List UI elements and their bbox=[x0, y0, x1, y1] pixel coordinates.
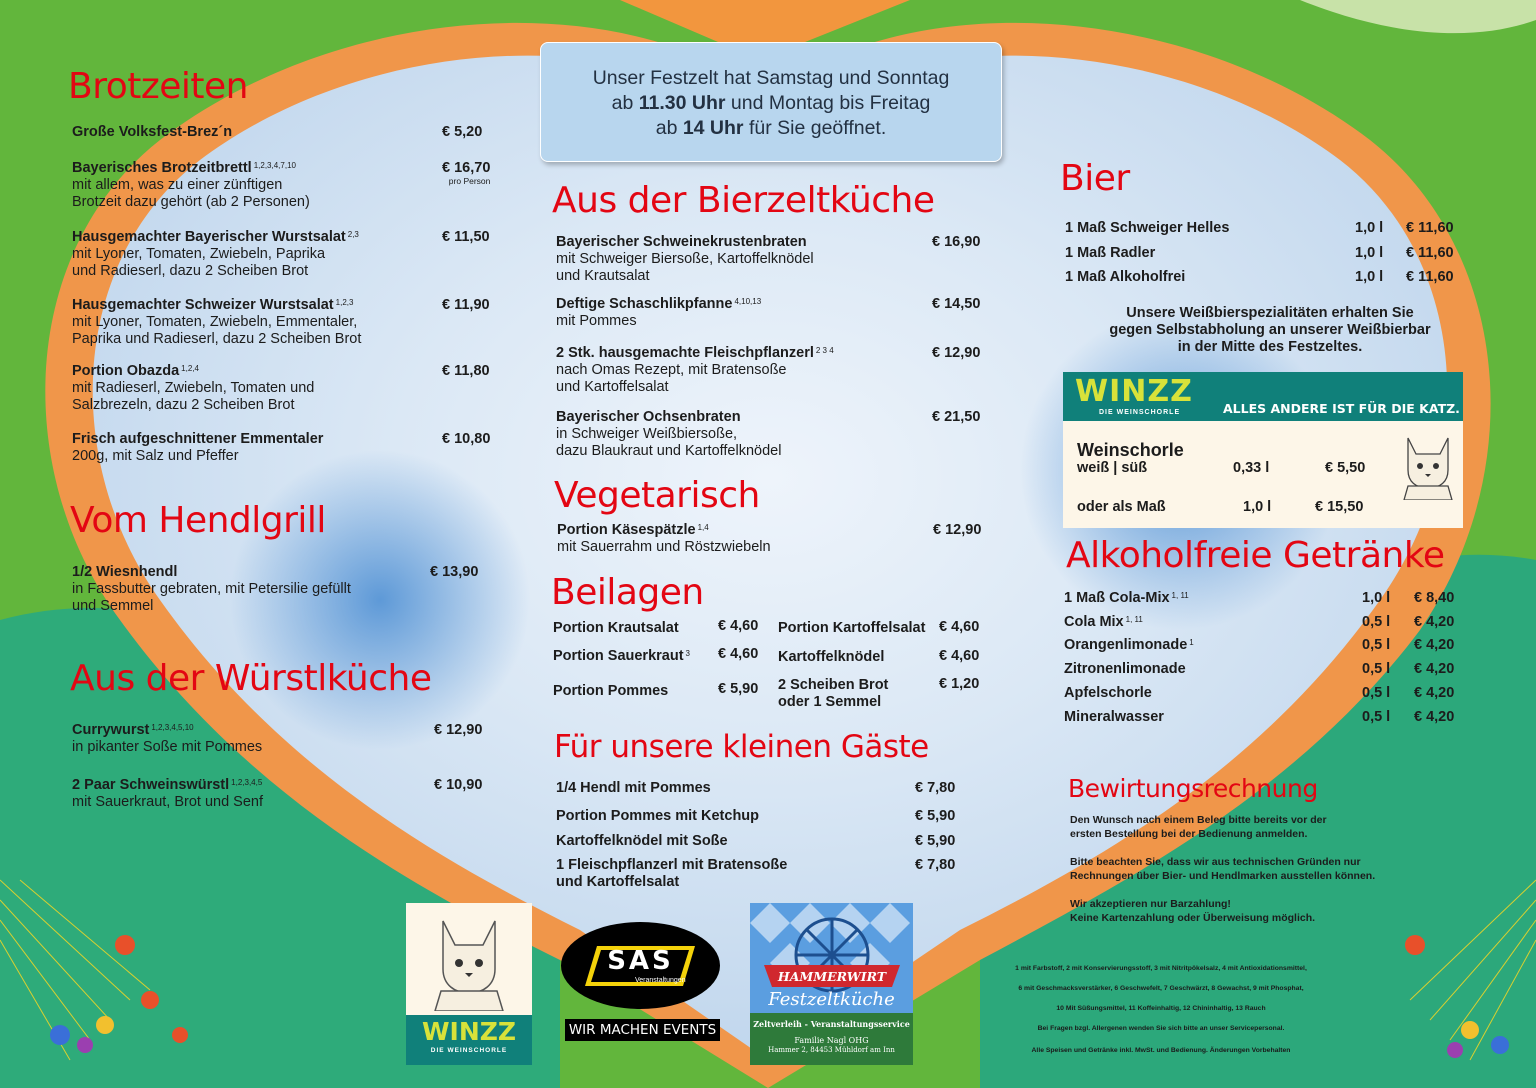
opening-hours-box bbox=[540, 42, 1002, 162]
beilage-item bbox=[553, 648, 690, 665]
bier-item-volume: 1,0 l bbox=[1355, 245, 1384, 261]
item-price-value: € 11,50 bbox=[442, 229, 490, 245]
sas-slogan: WIR MACHEN EVENTS bbox=[565, 1019, 720, 1041]
item-description: in Fassbutter gebraten, mit Petersilie gefüllt bbox=[72, 581, 351, 597]
menu-item bbox=[72, 297, 512, 348]
drink-price: € 4,20 bbox=[1414, 661, 1455, 677]
item-name: Portion Pommes bbox=[553, 683, 669, 699]
winzz-logo-card bbox=[406, 903, 532, 1065]
rechnung-line: Rechnungen über Bier- und Hendlmarken ausstellen können. bbox=[1070, 870, 1376, 882]
drink-item bbox=[1064, 661, 1186, 678]
rechnung-line: Keine Kartenzahlung oder Überweisung möglich. bbox=[1070, 912, 1316, 924]
drink-item bbox=[1064, 637, 1194, 654]
footnote-line: Alle Speisen und Getränke inkl. MwSt. und Bedienung. Änderungen Vorbehalten bbox=[1031, 1047, 1291, 1054]
item-price: € 4,60 bbox=[718, 618, 759, 634]
drink-item bbox=[1064, 590, 1189, 607]
item-allergens: 1,2,3,4,5,10 bbox=[151, 723, 194, 732]
item-name: 1/4 Hendl mit Pommes bbox=[556, 780, 711, 796]
footnote-line: 1 mit Farbstoff, 2 mit Konservierungsstoff, 3 mit Nitritpökelsalz, 4 mit Antioxidationsmittel, bbox=[1015, 965, 1307, 972]
weissbier-note-line: gegen Selbstabholung an unserer Weißbierbar bbox=[1109, 322, 1431, 338]
item-description: mit Radieserl, Zwiebeln, Tomaten und bbox=[72, 380, 315, 396]
item-allergens: 1,4 bbox=[697, 523, 709, 532]
item-price-value: € 5,20 bbox=[442, 124, 483, 140]
item-name: 2 Stk. hausgemachte Fleischpflanzerl bbox=[556, 345, 814, 361]
item-description: und Krautsalat bbox=[556, 268, 650, 284]
item-price bbox=[434, 777, 482, 794]
footnote-line: 6 mit Geschmacksverstärker, 6 Geschwefelt, 7 Geschwärzt, 8 Gewachst, 9 mit Phosphat, bbox=[1018, 985, 1304, 992]
drink-item bbox=[1064, 709, 1164, 726]
hammerwirt-line: Hammer 2, 84453 Mühldorf am Inn bbox=[768, 1046, 895, 1054]
menu-item bbox=[556, 234, 986, 285]
item-name: Apfelschorle bbox=[1064, 685, 1152, 701]
item-name: 2 Paar Schweinswürstl bbox=[72, 777, 230, 793]
item-allergens: 1, 11 bbox=[1125, 615, 1143, 624]
hammerwirt-line: Zeltverleih - Veranstaltungsservice bbox=[753, 1019, 910, 1029]
drink-volume: 0,5 l bbox=[1362, 709, 1391, 725]
rechnung-heading: Bewirtungsrechnung bbox=[1068, 774, 1318, 803]
drink-item bbox=[1064, 614, 1143, 631]
item-description: mit Pommes bbox=[556, 313, 637, 329]
drink-volume: 0,5 l bbox=[1362, 637, 1391, 653]
item-allergens: 2,3 bbox=[347, 230, 359, 239]
item-name: 2 Scheiben Brot bbox=[778, 677, 889, 693]
item-description: in pikanter Soße mit Pommes bbox=[72, 739, 263, 755]
opening-line-2: ab 11.30 Uhr und Montag bis Freitag bbox=[611, 92, 931, 114]
item-price: € 4,60 bbox=[939, 619, 980, 635]
item-name: Zitronenlimonade bbox=[1064, 661, 1186, 677]
menu-item bbox=[72, 124, 512, 141]
item-allergens: 3 bbox=[685, 649, 690, 658]
item-allergens: 4,10,13 bbox=[734, 297, 762, 306]
item-allergens: 1,2,3 bbox=[335, 298, 354, 307]
item-allergens: 1, 11 bbox=[1171, 591, 1189, 600]
drink-price: € 4,20 bbox=[1414, 614, 1455, 630]
hammerwirt-script: Festzeltküche bbox=[768, 989, 895, 1010]
item-name: Portion Pommes mit Ketchup bbox=[556, 808, 760, 824]
winzz-logo-sub: DIE WEINSCHORLE bbox=[430, 1047, 508, 1054]
item-name: Hausgemachter Bayerischer Wurstsalat bbox=[72, 229, 346, 245]
item-description: mit Sauerkraut, Brot und Senf bbox=[72, 794, 264, 810]
item-price-value: € 16,90 bbox=[932, 234, 981, 250]
menu-item bbox=[556, 409, 986, 460]
item-price: € 4,60 bbox=[939, 648, 980, 664]
item-name: Kartoffelknödel mit Soße bbox=[556, 833, 728, 849]
item-price bbox=[442, 431, 490, 448]
menu-item bbox=[557, 522, 987, 556]
winzz-price-mass: € 15,50 bbox=[1315, 499, 1364, 515]
item-price-value: € 10,90 bbox=[434, 777, 483, 793]
item-price-value: € 12,90 bbox=[932, 345, 981, 361]
rechnung-text bbox=[1070, 813, 1375, 925]
item-price: € 7,80 bbox=[915, 780, 956, 796]
item-price-value: € 13,90 bbox=[430, 564, 479, 580]
item-price bbox=[430, 564, 478, 581]
kinder-item bbox=[556, 833, 728, 850]
cat-illustration-icon bbox=[429, 911, 509, 1011]
item-name: Kartoffelknödel bbox=[778, 649, 885, 665]
item-name: Hausgemachter Schweizer Wurstsalat bbox=[72, 297, 334, 313]
item-description: Paprika und Radieserl, dazu 2 Scheiben Brot bbox=[72, 331, 362, 347]
footnote-line: Bei Fragen bzgl. Allergenen wenden Sie sich bitte an unser Servicepersonal. bbox=[1037, 1025, 1285, 1032]
winzz-logo-text: WINZZ bbox=[421, 1017, 517, 1046]
item-price-value: € 16,70 bbox=[442, 160, 491, 176]
item-price bbox=[442, 363, 490, 380]
kinder-item bbox=[556, 808, 759, 825]
item-name: Cola Mix bbox=[1064, 614, 1124, 630]
item-name: Mineralwasser bbox=[1064, 709, 1164, 725]
hammerwirt-logo bbox=[750, 903, 913, 1065]
rechnung-line: Bitte beachten Sie, dass wir aus technischen Gründen nur bbox=[1070, 856, 1361, 868]
alkoholfrei-heading: Alkoholfreie Getränke bbox=[1066, 535, 1445, 576]
item-price: € 1,20 bbox=[939, 676, 980, 692]
winzz-vol-mass: 1,0 l bbox=[1243, 499, 1272, 515]
bierzeltkueche-heading: Aus der Bierzeltküche bbox=[552, 180, 935, 221]
item-price bbox=[434, 722, 482, 739]
drink-price: € 4,20 bbox=[1414, 709, 1455, 725]
item-price: € 7,80 bbox=[915, 857, 956, 873]
item-description: in Schweiger Weißbiersoße, bbox=[556, 426, 738, 442]
hendlgrill-heading: Vom Hendlgrill bbox=[70, 500, 326, 541]
winzz-price-small: € 5,50 bbox=[1325, 460, 1366, 476]
bier-heading: Bier bbox=[1060, 158, 1130, 199]
item-price-value: € 12,90 bbox=[933, 522, 982, 538]
menu-item bbox=[72, 431, 512, 465]
item-price bbox=[932, 409, 980, 426]
item-price bbox=[933, 522, 981, 539]
sas-logo-sub: Veranstaltungen bbox=[635, 977, 686, 984]
rechnung-line: Wir akzeptieren nur Barzahlung! bbox=[1070, 898, 1231, 910]
item-allergens: 1,2,3,4,7,10 bbox=[253, 161, 296, 170]
item-price-value: € 21,50 bbox=[932, 409, 981, 425]
item-price-value: € 11,90 bbox=[442, 297, 490, 313]
item-price: € 5,90 bbox=[915, 808, 956, 824]
drink-volume: 1,0 l bbox=[1362, 590, 1391, 606]
beilage-item bbox=[778, 677, 888, 711]
item-price-value: € 12,90 bbox=[434, 722, 483, 738]
item-description: mit Sauerrahm und Röstzwiebeln bbox=[557, 539, 771, 555]
item-name: Große Volksfest-Brez´n bbox=[72, 124, 233, 140]
bier-item-name: 1 Maß Alkoholfrei bbox=[1065, 269, 1186, 285]
menu-item bbox=[72, 564, 502, 615]
item-price: € 5,90 bbox=[915, 833, 956, 849]
menu-item bbox=[72, 722, 502, 756]
item-price-value: € 10,80 bbox=[442, 431, 491, 447]
item-name: Portion Kartoffelsalat bbox=[778, 620, 926, 636]
winzz-alt: oder als Maß bbox=[1077, 499, 1166, 515]
winzz-variant: weiß | süß bbox=[1077, 460, 1148, 476]
drink-price: € 8,40 bbox=[1414, 590, 1455, 606]
beilage-item bbox=[778, 620, 925, 637]
item-description: 200g, mit Salz und Pfeffer bbox=[72, 448, 239, 464]
item-price bbox=[932, 345, 980, 362]
sas-logo bbox=[561, 922, 720, 1009]
drink-volume: 0,5 l bbox=[1362, 685, 1391, 701]
item-allergens: 1,2,3,4,5 bbox=[231, 778, 263, 787]
menu-item bbox=[72, 160, 512, 211]
winzz-banner-logo: WINZZ bbox=[1075, 374, 1193, 409]
item-allergens: 1,2,4 bbox=[181, 364, 199, 373]
wuerstlkueche-heading: Aus der Würstlküche bbox=[70, 658, 432, 699]
beilage-item bbox=[778, 649, 884, 666]
item-description: und Kartoffelsalat bbox=[556, 379, 669, 395]
item-name: Portion Sauerkraut bbox=[553, 648, 684, 664]
beilagen-heading: Beilagen bbox=[551, 572, 704, 613]
item-allergens: 2 3 4 bbox=[815, 346, 834, 355]
winzz-banner bbox=[1063, 372, 1463, 528]
item-name: Frisch aufgeschnittener Emmentaler bbox=[72, 431, 324, 447]
footnote-line: 10 Mit Süßungsmittel, 11 Koffeinhaltig, 12 Chininhaltig, 13 Rauch bbox=[1056, 1005, 1266, 1012]
menu-item bbox=[556, 345, 986, 396]
beilage-item bbox=[553, 620, 679, 637]
opening-line-1: Unser Festzelt hat Samstag und Sonntag bbox=[592, 67, 950, 89]
item-name: Currywurst bbox=[72, 722, 150, 738]
weissbier-note bbox=[1070, 305, 1470, 356]
item-price-value: € 11,80 bbox=[442, 363, 490, 379]
hammerwirt-line: Familie Nagl OHG bbox=[794, 1036, 869, 1045]
item-description: nach Omas Rezept, mit Bratensoße bbox=[556, 362, 787, 378]
menu-item bbox=[72, 229, 512, 280]
kinder-heading: Für unsere kleinen Gäste bbox=[554, 729, 929, 765]
kinder-item bbox=[556, 780, 711, 797]
item-name: Bayerisches Brotzeitbrettl bbox=[72, 160, 252, 176]
kinder-item bbox=[556, 857, 787, 891]
drink-volume: 0,5 l bbox=[1362, 661, 1391, 677]
weissbier-note-line: in der Mitte des Festzeltes. bbox=[1177, 339, 1363, 355]
item-name: Portion Käsespätzle bbox=[557, 522, 696, 538]
rechnung-line: Den Wunsch nach einem Beleg bitte bereits vor der bbox=[1070, 814, 1327, 826]
weissbier-note-line: Unsere Weißbierspezialitäten erhalten Sie bbox=[1126, 305, 1414, 321]
drink-item bbox=[1064, 685, 1152, 702]
item-name: 1 Maß Cola-Mix bbox=[1064, 590, 1170, 606]
item-description: Brotzeit dazu gehört (ab 2 Personen) bbox=[72, 194, 310, 210]
bier-item-volume: 1,0 l bbox=[1355, 269, 1384, 285]
item-price: € 4,60 bbox=[718, 646, 759, 662]
item-price bbox=[932, 296, 980, 313]
rechnung-line: ersten Bestellung bei der Bedienung anmelden. bbox=[1070, 828, 1308, 840]
bier-item-price: € 11,60 bbox=[1406, 245, 1454, 261]
bier-item-name: 1 Maß Radler bbox=[1065, 245, 1156, 261]
sas-logo-text: SAS bbox=[607, 946, 674, 976]
item-description: mit allem, was zu einer zünftigen bbox=[72, 177, 283, 193]
bier-item-name: 1 Maß Schweiger Helles bbox=[1065, 220, 1230, 236]
drink-price: € 4,20 bbox=[1414, 637, 1455, 653]
item-description: mit Schweiger Biersoße, Kartoffelknödel bbox=[556, 251, 814, 267]
item-name: Deftige Schaschlikpfanne bbox=[556, 296, 733, 312]
drink-price: € 4,20 bbox=[1414, 685, 1455, 701]
vegetarisch-heading: Vegetarisch bbox=[554, 475, 760, 516]
item-description: dazu Blaukraut und Kartoffelknödel bbox=[556, 443, 782, 459]
menu-item bbox=[556, 296, 986, 330]
item-price-note: pro Person bbox=[448, 176, 491, 186]
item-description: mit Lyoner, Tomaten, Zwiebeln, Emmentaler, bbox=[72, 314, 358, 330]
item-description: mit Lyoner, Tomaten, Zwiebeln, Paprika bbox=[72, 246, 326, 262]
item-description: und Radieserl, dazu 2 Scheiben Brot bbox=[72, 263, 309, 279]
beilage-item bbox=[553, 683, 668, 700]
item-price bbox=[442, 124, 482, 141]
bier-item-price: € 11,60 bbox=[1406, 269, 1454, 285]
item-description: Salzbrezeln, dazu 2 Scheiben Brot bbox=[72, 397, 295, 413]
bier-item-volume: 1,0 l bbox=[1355, 220, 1384, 236]
winzz-slogan: ALLES ANDERE IST FÜR DIE KATZ. bbox=[1223, 401, 1460, 416]
item-price-value: € 14,50 bbox=[932, 296, 981, 312]
item-name: 1/2 Wiesnhendl bbox=[72, 564, 178, 580]
item-price bbox=[932, 234, 980, 251]
item-name: Orangenlimonade bbox=[1064, 637, 1188, 653]
item-name: Bayerischer Ochsenbraten bbox=[556, 409, 741, 425]
opening-line-3: ab 14 Uhr für Sie geöffnet. bbox=[655, 117, 887, 139]
winzz-product: Weinschorle bbox=[1077, 440, 1184, 460]
item-price bbox=[442, 160, 490, 186]
item-name-line2: und Kartoffelsalat bbox=[556, 874, 680, 890]
item-price: € 5,90 bbox=[718, 681, 759, 697]
drink-volume: 0,5 l bbox=[1362, 614, 1391, 630]
item-name: Bayerischer Schweinekrustenbraten bbox=[556, 234, 807, 250]
item-name: Portion Krautsalat bbox=[553, 620, 679, 636]
hammerwirt-name: HAMMERWIRT bbox=[777, 969, 887, 984]
item-allergens: 1 bbox=[1189, 638, 1194, 647]
item-name-line2: oder 1 Semmel bbox=[778, 694, 882, 710]
item-name: 1 Fleischpflanzerl mit Bratensoße bbox=[556, 857, 788, 873]
brotzeiten-heading: Brotzeiten bbox=[68, 66, 248, 107]
winzz-vol-small: 0,33 l bbox=[1233, 460, 1270, 476]
item-description: und Semmel bbox=[72, 598, 154, 614]
item-name: Portion Obazda bbox=[72, 363, 180, 379]
item-price bbox=[442, 297, 490, 314]
menu-item bbox=[72, 363, 512, 414]
winzz-banner-sub: DIE WEINSCHORLE bbox=[1099, 409, 1181, 416]
bier-item-price: € 11,60 bbox=[1406, 220, 1454, 236]
cat-icon bbox=[1398, 430, 1458, 500]
item-price bbox=[442, 229, 490, 246]
menu-item bbox=[72, 777, 502, 811]
